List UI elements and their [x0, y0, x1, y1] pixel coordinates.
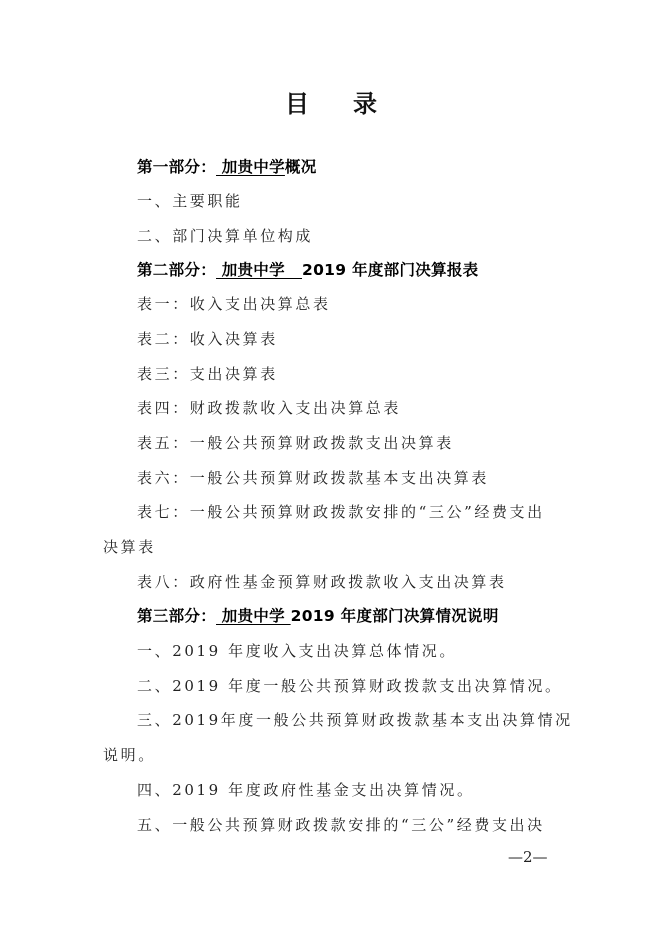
toc-item: 一、2019 年度收入支出决算总体情况。	[137, 642, 457, 660]
toc-item: 二、部门决算单位构成	[137, 227, 314, 245]
section-heading-1	[137, 157, 317, 177]
page-number: —2—	[508, 848, 548, 866]
section-suffix: 概况	[284, 158, 317, 176]
toc-item-continuation: 说明。	[103, 746, 156, 764]
section-suffix: 2019 年度部门决算报表	[302, 261, 479, 279]
toc-item: 二、2019 年度一般公共预算财政拨款支出决算情况。	[137, 677, 563, 695]
toc-item: 五、一般公共预算财政拨款安排的“三公”经费支出决	[137, 816, 545, 834]
page-title: 目录	[285, 90, 421, 118]
section-suffix: 2019 年度部门决算情况说明	[290, 607, 499, 625]
section-prefix: 第一部分：	[137, 158, 217, 176]
section-heading-3	[137, 606, 499, 626]
toc-item: 表一：收入支出决算总表	[137, 295, 331, 313]
section-heading-2	[137, 260, 478, 280]
org-name: 加贵中学	[216, 158, 285, 176]
toc-item: 四、2019 年度政府性基金支出决算情况。	[137, 781, 475, 799]
toc-item: 表五：一般公共预算财政拨款支出决算表	[137, 434, 454, 452]
toc-item: 表四：财政拨款收入支出决算总表	[137, 399, 402, 417]
toc-item: 表七：一般公共预算财政拨款安排的“三公”经费支出	[137, 503, 545, 521]
section-prefix: 第二部分：	[137, 261, 217, 279]
section-prefix: 第三部分：	[137, 607, 217, 625]
org-name: 加贵中学	[216, 607, 291, 625]
toc-item: 表六：一般公共预算财政拨款基本支出决算表	[137, 469, 490, 487]
toc-item-continuation: 决算表	[103, 538, 156, 556]
toc-item: 表三：支出决算表	[137, 365, 278, 383]
org-name: 加贵中学	[216, 261, 303, 279]
toc-item: 一、主要职能	[137, 192, 243, 210]
toc-item: 表二：收入决算表	[137, 330, 278, 348]
toc-item: 三、2019年度一般公共预算财政拨款基本支出决算情况	[137, 711, 573, 729]
toc-item: 表八：政府性基金预算财政拨款收入支出决算表	[137, 573, 507, 591]
